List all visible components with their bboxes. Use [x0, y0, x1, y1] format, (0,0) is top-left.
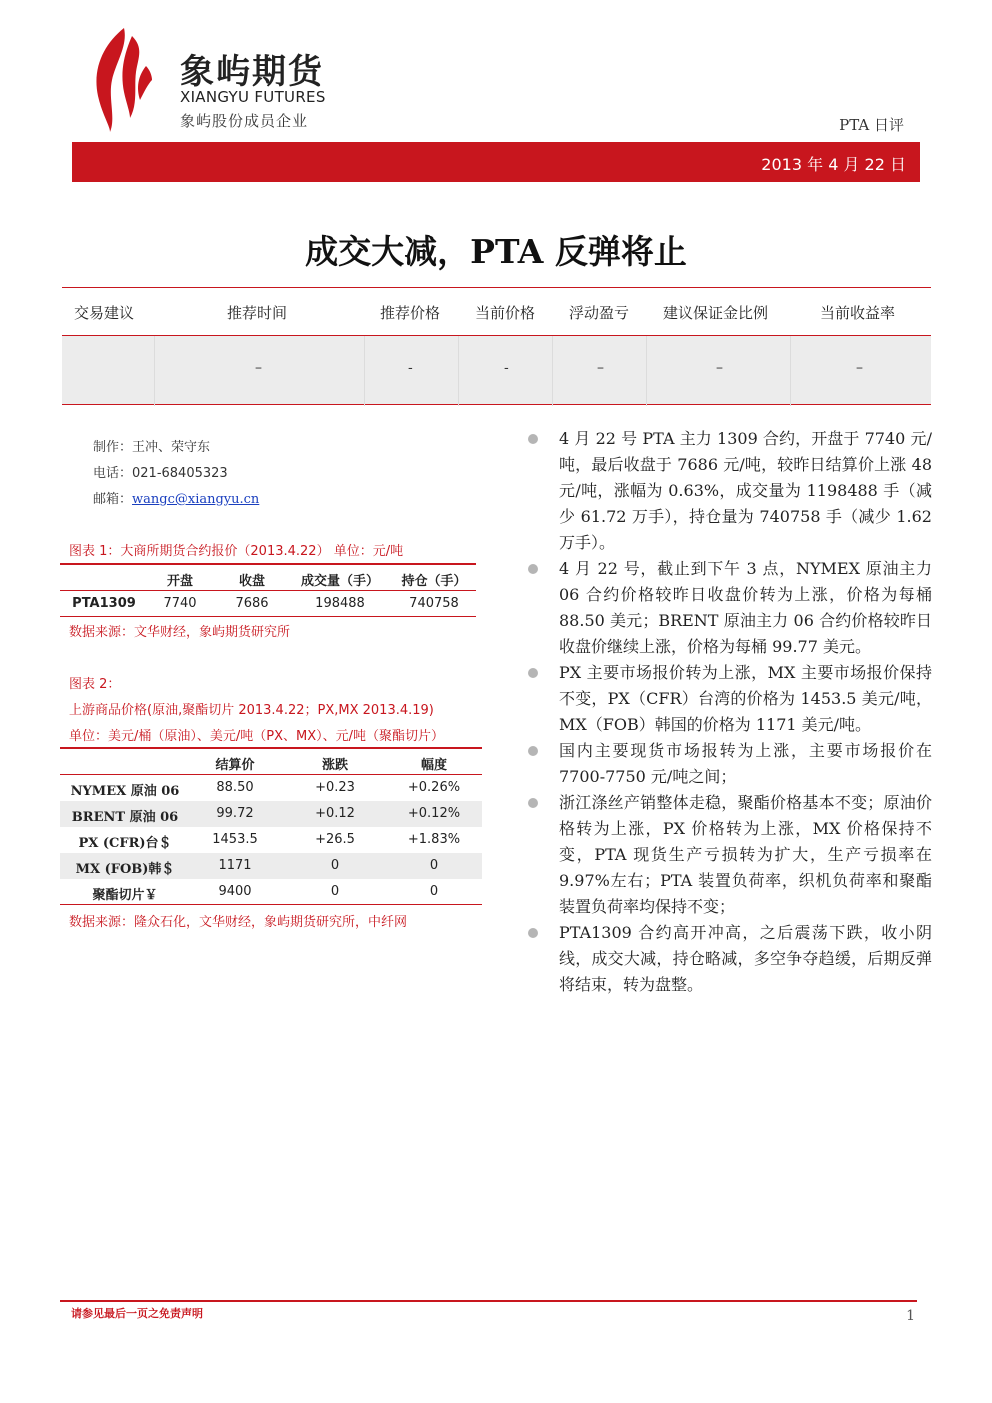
- bullet-icon: [528, 564, 538, 574]
- list-item: [528, 920, 932, 998]
- value-current-price: -: [504, 360, 509, 376]
- figure2-header-row: [60, 749, 482, 775]
- figure2-unit: 单位：美元/桶（原油）、美元/吨（PX、MX）、元/吨（聚酯切片）: [69, 729, 445, 744]
- fig2-change: +26.5: [315, 832, 355, 847]
- fig1-volume: 198488: [315, 596, 365, 611]
- bullet-icon: [528, 668, 538, 678]
- bullet-text: PX 主要市场报价转为上涨，MX 主要市场报价保持不变，PX（CFR）台湾的价格为 1453.5 美元/吨，MX（FOB）韩国的价格为 1171 美元/吨。: [559, 663, 932, 734]
- logo-subtitle: 象屿股份成员企业: [180, 112, 309, 130]
- bullet-text: PTA1309 合约高开冲高，之后震荡下跌，收小阴线，成交大减，持仓略减，多空争夺趋缓，后期反弹将结束，转为盘整。: [559, 923, 932, 994]
- fig1-close: 7686: [235, 596, 269, 611]
- header-recommend-time: 推荐时间: [227, 304, 288, 322]
- list-item: [528, 790, 932, 920]
- figure2-table: [60, 747, 482, 905]
- page-number: 1: [906, 1308, 915, 1324]
- fig2-header-change: 涨跌: [321, 758, 348, 773]
- value-floating-pnl: –: [597, 360, 604, 376]
- figure1-source: 数据来源：文华财经，象屿期货研究所: [69, 625, 291, 640]
- report-type: PTA 日评: [839, 116, 904, 134]
- figure2-subtitle: 上游商品价格(原油,聚酯切片 2013.4.22；PX,MX 2013.4.19): [69, 703, 434, 718]
- bullet-icon: [528, 434, 538, 444]
- fig2-change: 0: [330, 858, 340, 873]
- email-label: 邮箱：: [93, 492, 133, 507]
- fig2-settle: 1453.5: [212, 832, 258, 847]
- table-row: [60, 775, 482, 801]
- page-title: 成交大减，PTA 反弹将止: [305, 232, 687, 271]
- bullet-text: 浙江涤丝产销整体走稳，聚酯价格基本不变；原油价格转为上涨，PX 价格转为上涨，MX 价格保持不变，PTA 现货生产亏损转为扩大，生产亏损率在 9.97%左右；PTA 装置负荷率，织机负荷率和聚酯装置负荷率均保持不变；: [559, 793, 932, 916]
- fig2-change: 0: [330, 884, 340, 899]
- author-label: 制作：: [93, 440, 133, 455]
- figure2-title: 图表 2：: [69, 677, 121, 692]
- table-row: [60, 853, 482, 879]
- table-row: [60, 591, 476, 617]
- fig1-header-close: 收盘: [238, 574, 265, 589]
- header-recommend-price: 推荐价格: [380, 304, 441, 322]
- header-current-price: 当前价格: [475, 304, 536, 322]
- email-link[interactable]: wangc@xiangyu.cn: [132, 492, 260, 507]
- value-current-return: –: [856, 360, 863, 376]
- bullet-icon: [528, 746, 538, 756]
- fig2-percent: +0.12%: [407, 806, 461, 821]
- header-current-return: 当前收益率: [820, 304, 896, 322]
- fig2-settle: 1171: [218, 858, 252, 873]
- figure1-header-row: [60, 565, 476, 591]
- logo-english: XIANGYU FUTURES: [180, 88, 326, 106]
- fig2-item: NYMEX 原油 06: [70, 784, 180, 799]
- trade-suggestion-table: [62, 287, 931, 405]
- list-item: [528, 556, 932, 660]
- fig1-header-volume: 成交量（手）: [300, 574, 379, 589]
- fig2-percent: 0: [429, 858, 439, 873]
- bullet-text: 4 月 22 号，截止到下午 3 点，NYMEX 原油主力 06 合约价格较昨日收盘价转为上涨，价格为每桶 88.50 美元；BRENT 原油主力 06 合约价格较昨日收盘价继续上涨，价格为每桶 99.77 美元。: [559, 559, 932, 656]
- fig2-header-settle: 结算价: [215, 758, 255, 773]
- phone-line: [93, 462, 228, 481]
- value-recommend-time: –: [255, 360, 262, 376]
- bullet-icon: [528, 798, 538, 808]
- fig2-change: +0.12: [315, 806, 355, 821]
- report-date: 2013 年 4 月 22 日: [761, 155, 906, 174]
- phone-number: 021-68405323: [132, 466, 228, 481]
- bullet-icon: [528, 928, 538, 938]
- date-bar: [72, 142, 920, 182]
- disclaimer-note: 请参见最后一页之免责声明: [71, 1307, 203, 1320]
- value-recommend-price: -: [408, 360, 413, 376]
- fig2-header-percent: 幅度: [420, 758, 447, 773]
- fig2-percent: 0: [429, 884, 439, 899]
- fig1-contract: PTA1309: [72, 596, 136, 611]
- figure1-title: 图表 1：大商所期货合约报价（2013.4.22） 单位：元/吨: [69, 544, 404, 559]
- fig2-change: +0.23: [315, 780, 355, 795]
- table-row: [60, 801, 482, 827]
- fig2-percent: +1.83%: [407, 832, 461, 847]
- list-item: [528, 738, 932, 790]
- value-margin-ratio: –: [716, 360, 723, 376]
- figure1-table: [60, 563, 476, 617]
- suggestion-header-row: [62, 287, 931, 335]
- fig1-header-open-interest: 持仓（手）: [401, 574, 467, 589]
- analysis-bullets: [528, 426, 932, 998]
- fig2-item: MX (FOB)韩＄: [75, 862, 175, 877]
- author-names: 王冲、荣守东: [132, 440, 211, 455]
- fig1-open-interest: 740758: [409, 596, 459, 611]
- fig1-open: 7740: [163, 596, 197, 611]
- fig2-item: 聚酯切片￥: [92, 888, 158, 903]
- figure2-source: 数据来源：隆众石化，文华财经，象屿期货研究所，中纤网: [69, 915, 408, 930]
- bullet-text: 国内主要现货市场报转为上涨，主要市场报价在 7700-7750 元/吨之间；: [559, 741, 932, 786]
- fig2-percent: +0.26%: [407, 780, 461, 795]
- fig2-settle: 88.50: [216, 780, 254, 795]
- list-item: [528, 426, 932, 556]
- suggestion-value-row: [62, 335, 931, 405]
- table-row: [60, 879, 482, 905]
- list-item: [528, 660, 932, 738]
- fig2-item: BRENT 原油 06: [71, 810, 179, 825]
- footer-divider: [60, 1300, 917, 1302]
- fig1-header-open: 开盘: [166, 574, 193, 589]
- logo-chinese: 象屿期货: [180, 52, 324, 92]
- logo-icon: [86, 26, 156, 134]
- header-margin-ratio: 建议保证金比例: [663, 304, 769, 322]
- phone-label: 电话：: [93, 466, 133, 481]
- bullet-text: 4 月 22 号 PTA 主力 1309 合约，开盘于 7740 元/吨，最后收盘于 7686 元/吨，较昨日结算价上涨 48 元/吨，涨幅为 0.63%，成交量为 1198488 手（减少 61.72 万手），持仓量为 740758 手（减少 1.62 万手）。: [559, 429, 932, 552]
- table-row: [60, 827, 482, 853]
- header-trade-advice: 交易建议: [74, 304, 135, 322]
- author-line: [93, 436, 210, 455]
- header-floating-pnl: 浮动盈亏: [569, 304, 630, 322]
- email-line: [93, 488, 259, 507]
- fig2-item: PX (CFR)台＄: [78, 836, 172, 851]
- fig2-settle: 99.72: [216, 806, 254, 821]
- fig2-settle: 9400: [218, 884, 252, 899]
